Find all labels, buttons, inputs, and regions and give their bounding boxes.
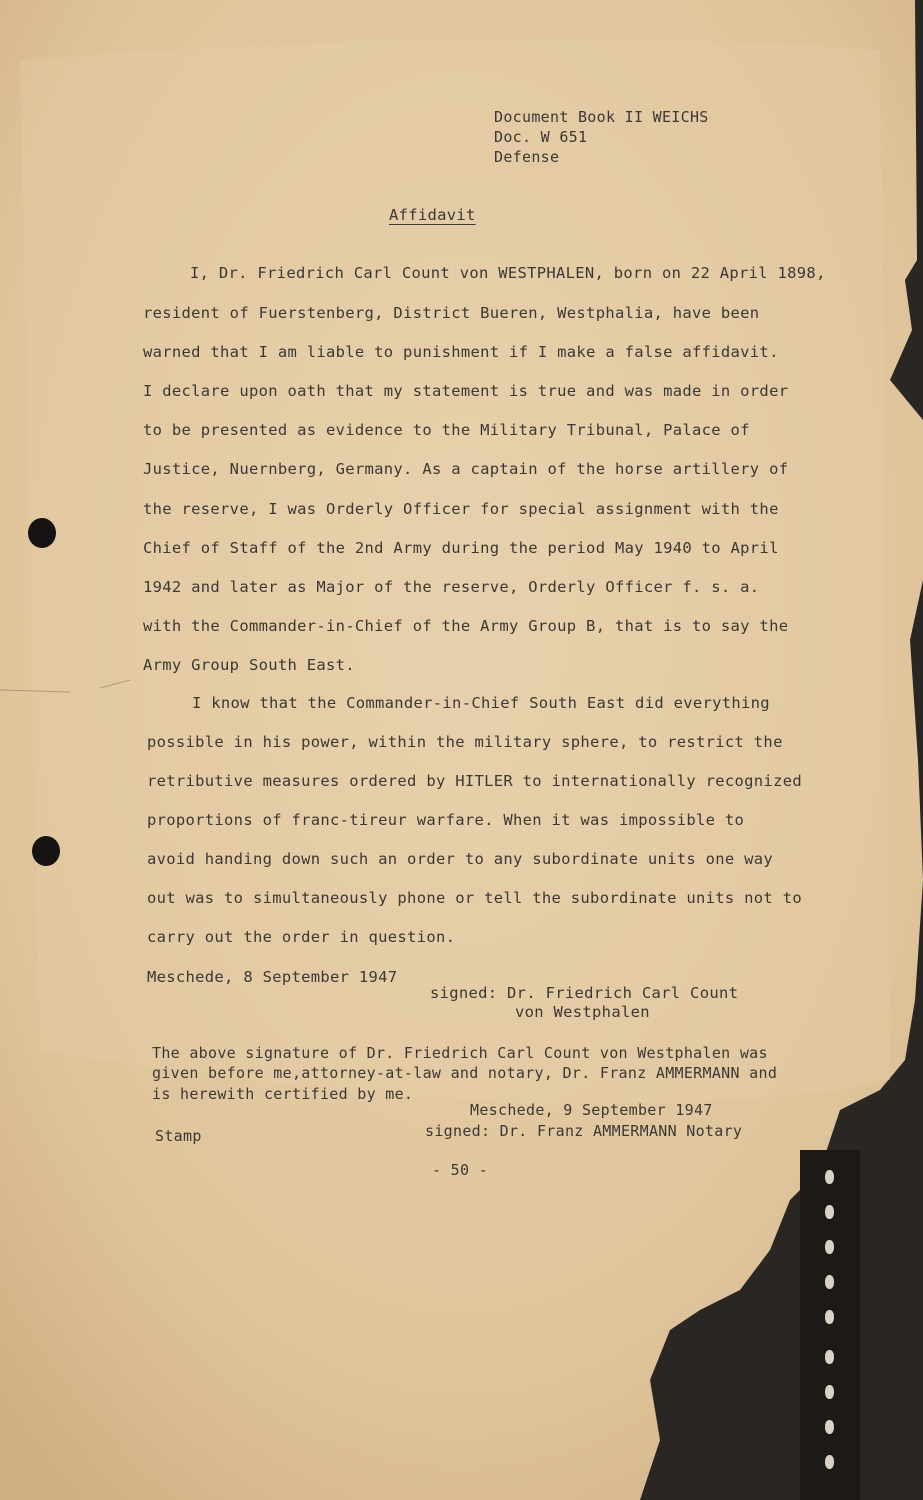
paragraph1-line: resident of Fuerstenberg, District Bueren, Westphalia, have been	[143, 304, 760, 322]
stamp-label: Stamp	[155, 1127, 202, 1145]
paragraph2-line: proportions of franc-tireur warfare. When it was impossible to	[147, 811, 745, 829]
paragraph2-line: carry out the order in question.	[147, 928, 456, 946]
paragraph1-line: warned that I am liable to punishment if I make a false affidavit.	[143, 343, 779, 361]
paragraph1-line: Army Group South East.	[143, 656, 355, 674]
header-defense: Defense	[494, 148, 560, 166]
signature-line2: von Westphalen	[515, 1003, 650, 1021]
paragraph1-line: to be presented as evidence to the Military Tribunal, Palace of	[143, 421, 750, 439]
signature-line1: signed: Dr. Friedrich Carl Count	[430, 984, 739, 1002]
certification-line: given before me,attorney-at-law and notary, Dr. Franz AMMERMANN and	[152, 1064, 778, 1082]
notary-date: Meschede, 9 September 1947	[470, 1101, 713, 1119]
paragraph1-line: 1942 and later as Major of the reserve, Orderly Officer f. s. a.	[143, 578, 760, 596]
page-number: - 50 -	[432, 1161, 488, 1179]
page-title: Affidavit	[389, 206, 476, 224]
paragraph1-line: with the Commander-in-Chief of the Army Group B, that is to say the	[143, 617, 789, 635]
paragraph2-line: out was to simultaneously phone or tell the subordinate units not to	[147, 889, 802, 907]
paragraph2-line: avoid handing down such an order to any subordinate units one way	[147, 850, 774, 868]
notary-signature: signed: Dr. Franz AMMERMANN Notary	[425, 1122, 743, 1140]
paragraph2-line: I know that the Commander-in-Chief South East did everything	[192, 694, 770, 712]
paragraph1-line: I, Dr. Friedrich Carl Count von WESTPHALEN, born on 22 April 1898,	[190, 264, 826, 282]
certification-line: The above signature of Dr. Friedrich Carl Count von Westphalen was	[152, 1044, 768, 1062]
header-document-book: Document Book II WEICHS	[494, 108, 709, 126]
paragraph1-line: Chief of Staff of the 2nd Army during the period May 1940 to April	[143, 539, 779, 557]
paragraph2-line: retributive measures ordered by HITLER to internationally recognized	[147, 772, 802, 790]
place-date: Meschede, 8 September 1947	[147, 968, 398, 986]
certification-line: is herewith certified by me.	[152, 1085, 414, 1103]
paragraph1-line: Justice, Nuernberg, Germany. As a captain of the horse artillery of	[143, 460, 789, 478]
header-doc-number: Doc. W 651	[494, 128, 588, 146]
paragraph1-line: the reserve, I was Orderly Officer for special assignment with the	[143, 500, 779, 518]
paragraph2-line: possible in his power, within the military sphere, to restrict the	[147, 733, 783, 751]
paragraph1-line: I declare upon oath that my statement is true and was made in order	[143, 382, 789, 400]
